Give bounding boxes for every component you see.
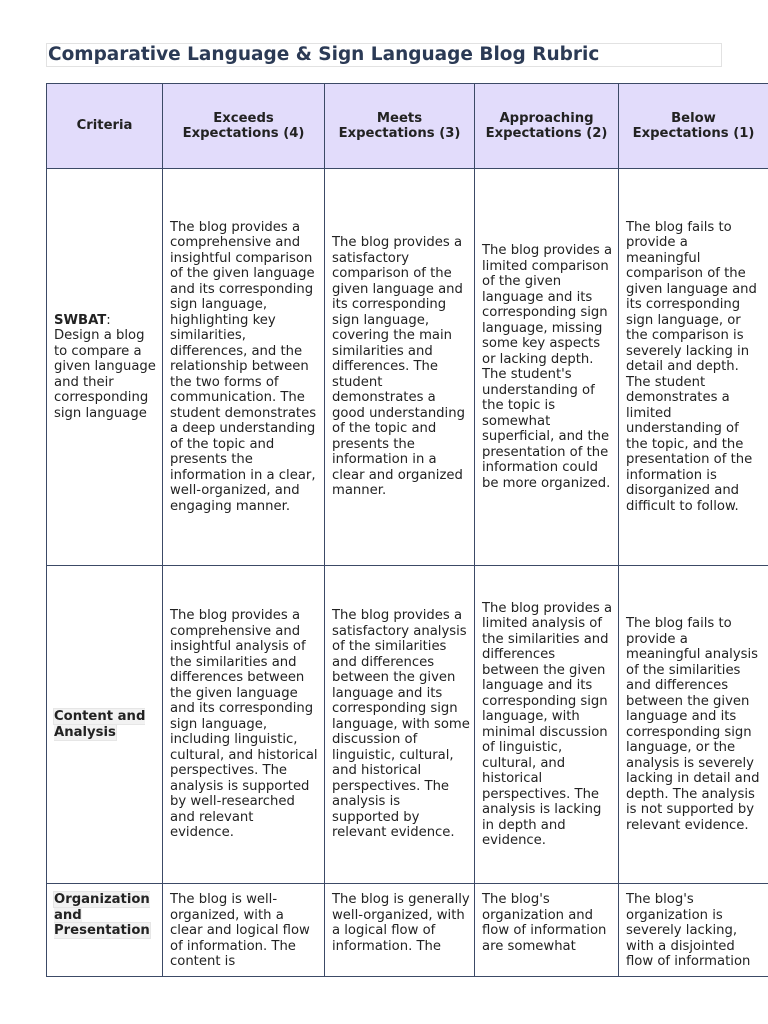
table-row [47,566,768,884]
exceeds-cell: The blog provides a comprehensive and insightful analysis of the similarities and differences between the given language and its corresponding sign language, including linguistic, cultural, and historical perspectives. The analysis is supported by well-researched and relevant evidence. [163,566,325,884]
header-approaching: Approaching Expectations (2) [475,84,619,169]
below-cell: The blog's organization is severely lacking, with a disjointed flow of information [619,884,768,977]
table-row [47,169,768,566]
below-cell: The blog fails to provide a meaningful comparison of the given language and its corresponding sign language, or the comparison is severely lacking in detail and depth. The student demonstrates a limited understanding of the topic, and the presentation of the information is disorganized and difficult to follow. [619,169,768,566]
header-row [47,84,768,169]
approaching-cell: The blog provides a limited comparison of the given language and its corresponding sign language, missing some key aspects or lacking depth. The student's understanding of the topic is somewhat superficial, and the presentation of the information could be more organized. [475,169,619,566]
header-criteria: Criteria [47,84,163,169]
criteria-cell [47,884,163,977]
meets-cell: The blog provides a satisfactory comparison of the given language and its corresponding sign language, covering the main similarities and differences. The student demonstrates a good understanding of the topic and presents the information in a clear and organized manner. [325,169,475,566]
approaching-cell: The blog provides a limited analysis of the similarities and differences between the given language and its corresponding sign language, with minimal discussion of linguistic, cultural, and historical perspectives. The analysis is lacking in depth and evidence. [475,566,619,884]
page-title: Comparative Language & Sign Language Blog Rubric [46,43,722,67]
rubric-table [46,83,768,977]
header-below: Below Expectations (1) [619,84,768,169]
criteria-cell [47,566,163,884]
header-meets: Meets Expectations (3) [325,84,475,169]
criteria-label: Content and Analysis [54,709,146,740]
criteria-label: Organization and Presentation [54,892,150,938]
criteria-cell [47,169,163,566]
meets-cell: The blog is generally well-organized, with a logical flow of information. The [325,884,475,977]
exceeds-cell: The blog is well-organized, with a clear and logical flow of information. The content is [163,884,325,977]
header-exceeds: Exceeds Expectations (4) [163,84,325,169]
criteria-label: SWBAT [54,312,107,328]
table-row [47,884,768,977]
below-cell: The blog fails to provide a meaningful analysis of the similarities and differences between the given language and its corresponding sign language, or the analysis is severely lacking in detail and depth. The analysis is not supported by relevant evidence. [619,566,768,884]
criteria-description: : Design a blog to compare a given language and their corresponding sign language [54,312,156,421]
exceeds-cell: The blog provides a comprehensive and insightful comparison of the given language and its corresponding sign language, highlighting key similarities, differences, and the relationship between the two forms of communication. The student demonstrates a deep understanding of the topic and presents the information in a clear, well-organized, and engaging manner. [163,169,325,566]
meets-cell: The blog provides a satisfactory analysis of the similarities and differences between the given language and its corresponding sign language, with some discussion of linguistic, cultural, and historical perspectives. The analysis is supported by relevant evidence. [325,566,475,884]
approaching-cell: The blog's organization and flow of information are somewhat [475,884,619,977]
